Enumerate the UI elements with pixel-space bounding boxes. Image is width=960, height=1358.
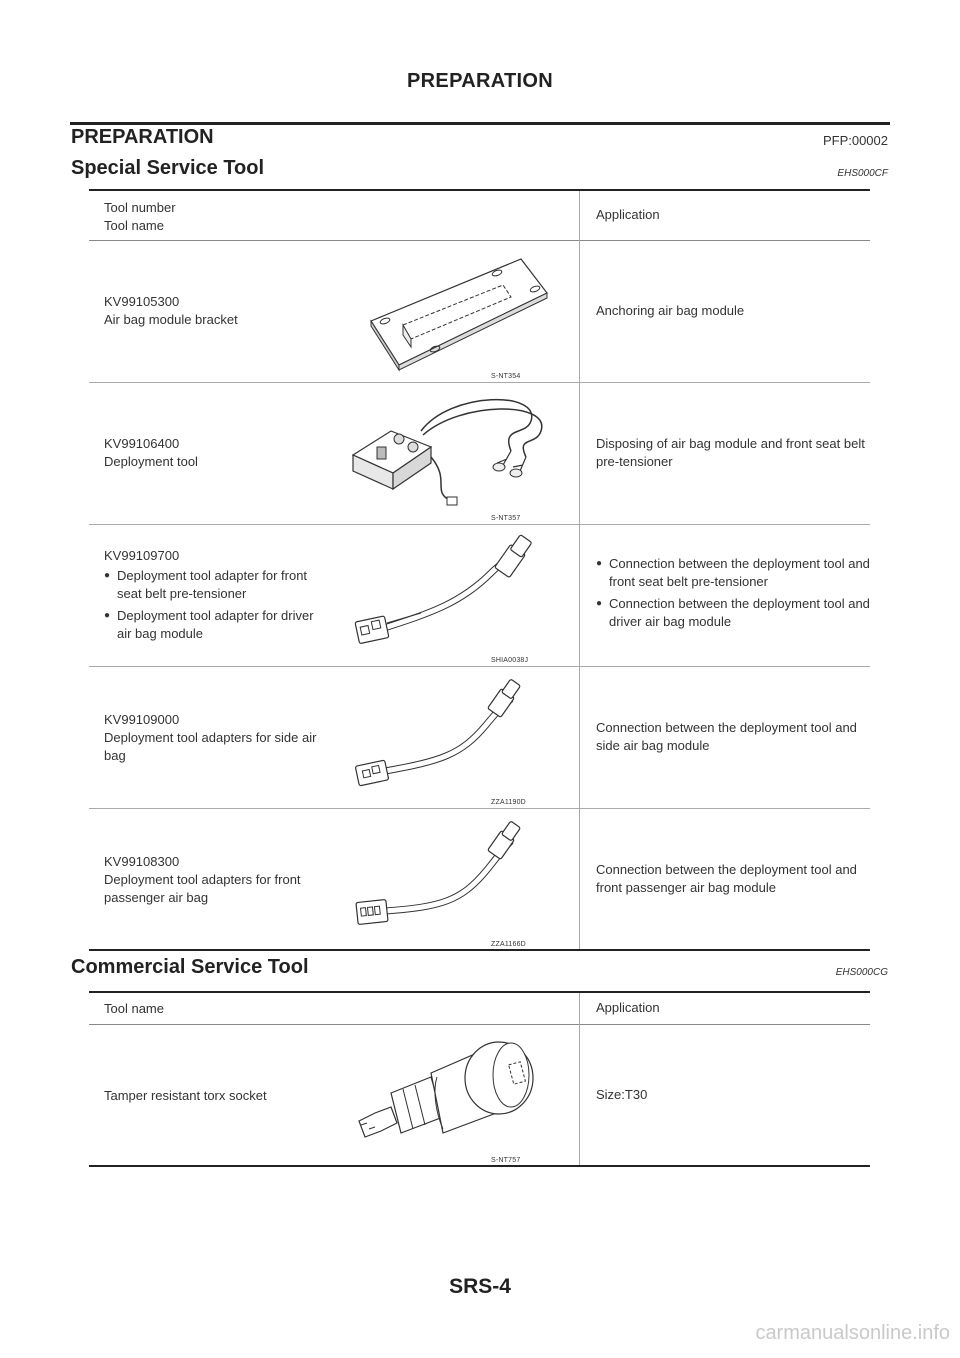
tool-number: KV99106400: [104, 435, 180, 451]
image-code: S-NT357: [491, 514, 521, 522]
tool-name-list: [104, 567, 329, 643]
tool-number: KV99109000: [104, 711, 180, 727]
column-header-tool-name: [89, 992, 580, 1024]
air-bag-module-bracket-illustration: [351, 249, 563, 380]
image-code: S-NT354: [491, 372, 521, 380]
commercial-tool-heading: Commercial Service Tool: [71, 956, 309, 978]
application-cell: Disposing of air bag module and front seat belt pre-tensioner: [596, 436, 865, 469]
application-cell: Connection between the deployment tool and side air bag module: [596, 720, 857, 753]
column-header-tool-number: Tool number: [104, 200, 176, 215]
special-tool-table: [89, 189, 870, 951]
tool-name: Deployment tool adapters for front passenger air bag: [104, 871, 301, 905]
tool-cell: [89, 240, 580, 382]
page-number: SRS-4: [449, 1275, 511, 1298]
application-cell: Connection between the deployment tool and front passenger air bag module: [596, 861, 857, 895]
column-header-tool-name: Tool name: [104, 218, 164, 233]
tool-number: KV99105300: [104, 293, 180, 309]
deployment-tool-adapter-illustration: [351, 533, 563, 664]
tool-name: Deployment tool adapters for side air bag: [104, 729, 317, 763]
list-item: ● Deployment tool adapter for driver air bag module: [104, 607, 329, 643]
table-row: [89, 808, 870, 950]
tool-cell: [89, 666, 580, 808]
column-header-application: Application: [596, 207, 660, 223]
table-row: [89, 382, 870, 524]
side-air-bag-adapter-illustration: [351, 675, 563, 806]
special-tool-heading: Special Service Tool: [71, 157, 265, 179]
column-header-tool: [89, 190, 580, 240]
special-tool-code: EHS000CF: [837, 168, 888, 179]
application-cell: [580, 524, 871, 666]
table-row: [89, 1024, 870, 1166]
deployment-tool-illustration: [351, 391, 563, 522]
tool-cell: [89, 1024, 580, 1166]
tool-cell: [89, 524, 580, 666]
header-rule: [70, 122, 890, 125]
image-code: ZZA1166D: [491, 940, 526, 948]
tool-name: Tamper resistant torx socket: [104, 1087, 267, 1103]
front-passenger-adapter-illustration: [351, 817, 563, 948]
application-cell: Size:T30: [596, 1086, 648, 1102]
section-title: PREPARATION: [71, 126, 214, 148]
table-row: [89, 524, 870, 666]
list-item: ● Deployment tool adapter for front seat belt pre-tensioner: [104, 567, 329, 603]
tool-cell: [89, 382, 580, 524]
tool-number: KV99109700: [104, 547, 180, 563]
image-code: SHIA0038J: [491, 656, 529, 664]
commercial-tool-table: [89, 991, 870, 1167]
image-code: S-NT757: [491, 1156, 521, 1164]
list-item: ● Connection between the deployment tool and front seat belt pre-tensioner: [596, 555, 870, 591]
page-header-title: PREPARATION: [407, 70, 553, 92]
tool-name: Air bag module bracket: [104, 311, 238, 327]
torx-socket-illustration: [351, 1033, 563, 1164]
commercial-tool-code: EHS000CG: [835, 967, 888, 978]
table-row: [89, 666, 870, 808]
column-header-tool-name-text: Tool name: [104, 1001, 164, 1016]
application-cell: Anchoring air bag module: [596, 303, 745, 318]
list-item: ● Connection between the deployment tool and driver air bag module: [596, 595, 870, 631]
tool-name: Deployment tool: [104, 453, 198, 469]
column-header-application: Application: [596, 1000, 660, 1016]
watermark-text: carmanualsonline.info: [755, 1322, 950, 1344]
table-row: [89, 240, 870, 382]
tool-number: KV99108300: [104, 853, 180, 869]
image-code: ZZA1190D: [491, 798, 526, 806]
application-list: [596, 555, 870, 631]
tool-cell: [89, 808, 580, 950]
pfp-code: PFP:00002: [822, 133, 888, 148]
